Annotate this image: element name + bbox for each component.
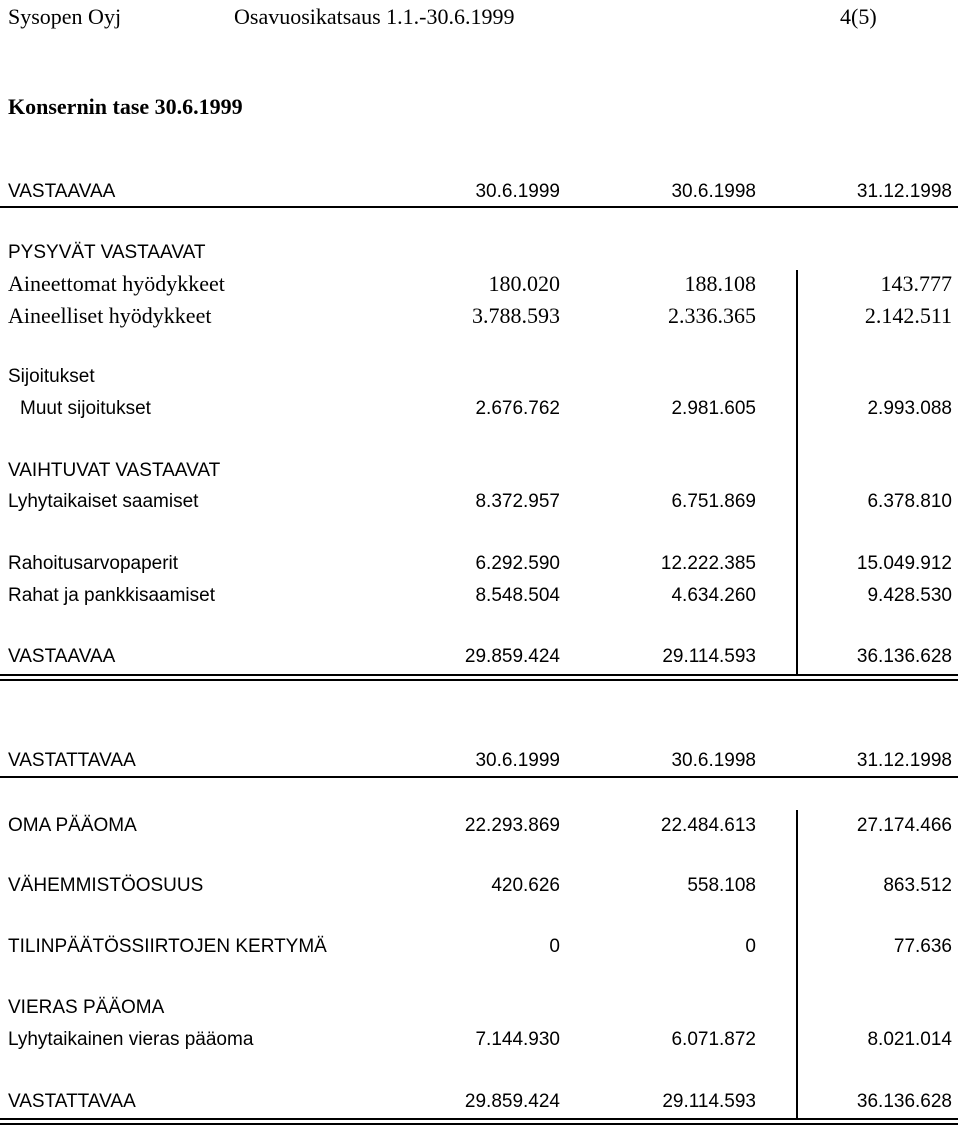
- cell-value: 2.336.365: [668, 303, 756, 328]
- cell-value: 2.993.088: [867, 398, 952, 419]
- total-value: 36.136.628: [856, 1091, 952, 1112]
- assets-col-header: 30.6.1998: [671, 181, 756, 202]
- total-double-rule: [0, 1123, 958, 1125]
- page-number: 4(5): [840, 4, 877, 29]
- cell-value: 143.777: [880, 271, 952, 296]
- cell-value: 8.372.957: [475, 491, 560, 512]
- column-divider: [796, 810, 798, 1118]
- cell-value: 12.222.385: [660, 553, 756, 574]
- total-value: 29.114.593: [662, 1091, 756, 1112]
- total-double-rule: [0, 674, 958, 676]
- cell-value: 180.020: [488, 271, 560, 296]
- row-label: Aineettomat hyödykkeet: [8, 271, 225, 296]
- liabilities-col-header: 30.6.1998: [671, 750, 756, 771]
- cell-value: 22.484.613: [660, 815, 756, 836]
- column-divider: [796, 270, 798, 674]
- assets-col-header: 30.6.1999: [475, 181, 560, 202]
- cell-value: 0: [549, 936, 560, 957]
- total-value: 29.859.424: [464, 1091, 560, 1112]
- cell-value: 558.108: [687, 875, 756, 896]
- liabilities-col-header: 31.12.1998: [856, 750, 952, 771]
- row-label: Lyhytaikaiset saamiset: [8, 491, 199, 512]
- cell-value: 8.548.504: [475, 585, 560, 606]
- row-label: OMA PÄÄOMA: [8, 815, 137, 836]
- cell-value: 420.626: [491, 875, 560, 896]
- liabilities-col-header: 30.6.1999: [475, 750, 560, 771]
- cell-value: 6.292.590: [475, 553, 560, 574]
- assets-heading: VASTAAVAA: [8, 181, 116, 202]
- cell-value: 15.049.912: [856, 553, 952, 574]
- total-value: 36.136.628: [856, 646, 952, 667]
- cell-value: 6.378.810: [867, 491, 952, 512]
- row-label: Muut sijoitukset: [20, 398, 151, 419]
- liabilities-heading: VASTATTAVAA: [8, 750, 136, 771]
- section-heading-debt: VIERAS PÄÄOMA: [8, 997, 165, 1018]
- cell-value: 77.636: [893, 936, 952, 957]
- row-label: Lyhytaikainen vieras pääoma: [8, 1029, 254, 1050]
- cell-value: 2.142.511: [864, 303, 952, 328]
- total-double-rule: [0, 679, 958, 681]
- cell-value: 6.071.872: [671, 1029, 756, 1050]
- row-label: Rahat ja pankkisaamiset: [8, 585, 215, 606]
- section-heading-investments: Sijoitukset: [8, 366, 95, 387]
- cell-value: 188.108: [684, 271, 756, 296]
- row-label: VÄHEMMISTÖOSUUS: [8, 875, 204, 896]
- cell-value: 7.144.930: [475, 1029, 560, 1050]
- cell-value: 0: [745, 936, 756, 957]
- total-double-rule: [0, 1118, 958, 1120]
- cell-value: 4.634.260: [671, 585, 756, 606]
- cell-value: 863.512: [883, 875, 952, 896]
- total-value: 29.114.593: [662, 646, 756, 667]
- header-divider: [0, 206, 958, 208]
- total-label: VASTAAVAA: [8, 646, 116, 667]
- page-title: Konsernin tase 30.6.1999: [8, 94, 243, 119]
- total-value: 29.859.424: [464, 646, 560, 667]
- assets-col-header: 31.12.1998: [856, 181, 952, 202]
- cell-value: 2.981.605: [671, 398, 756, 419]
- report-title: Osavuosikatsaus 1.1.-30.6.1999: [234, 4, 515, 29]
- row-label: TILINPÄÄTÖSSIIRTOJEN KERTYMÄ: [8, 936, 327, 957]
- cell-value: 3.788.593: [472, 303, 560, 328]
- cell-value: 27.174.466: [856, 815, 952, 836]
- cell-value: 8.021.014: [867, 1029, 952, 1050]
- cell-value: 22.293.869: [464, 815, 560, 836]
- cell-value: 9.428.530: [867, 585, 952, 606]
- header-divider: [0, 776, 958, 778]
- total-label: VASTATTAVAA: [8, 1091, 136, 1112]
- row-label: Rahoitusarvopaperit: [8, 553, 179, 574]
- cell-value: 2.676.762: [475, 398, 560, 419]
- company-name: Sysopen Oyj: [8, 4, 122, 29]
- section-heading-current-assets: VAIHTUVAT VASTAAVAT: [8, 460, 221, 481]
- cell-value: 6.751.869: [671, 491, 756, 512]
- section-heading-fixed-assets: PYSYVÄT VASTAAVAT: [8, 242, 206, 263]
- row-label: Aineelliset hyödykkeet: [8, 303, 212, 328]
